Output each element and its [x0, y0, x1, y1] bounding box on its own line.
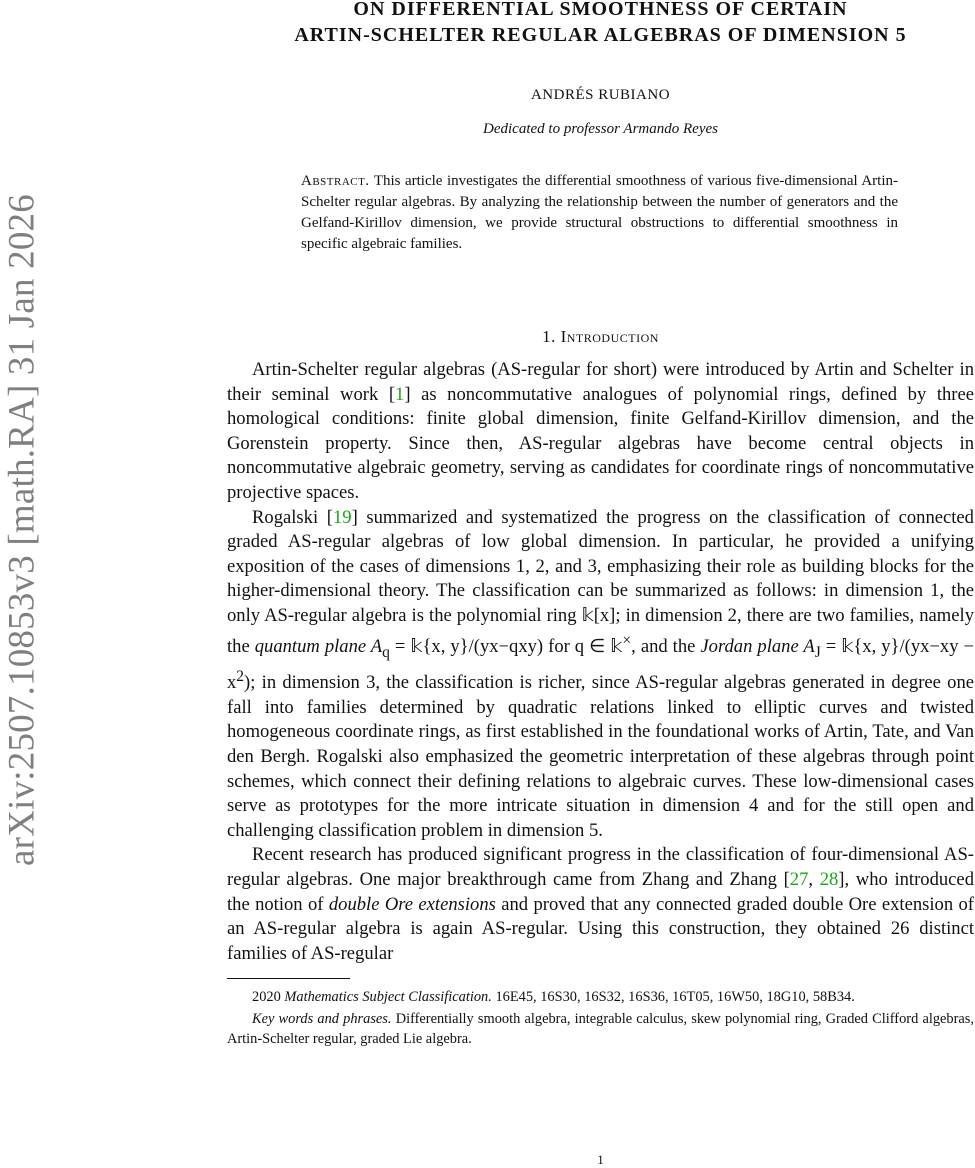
- title-line-1: ON DIFFERENTIAL SMOOTHNESS OF CERTAIN: [353, 0, 848, 20]
- citation-link[interactable]: 1: [395, 383, 405, 405]
- paper-page: [227, 0, 974, 1167]
- paragraph-1: Artin-Schelter regular algebras (AS-regular for short) were introduced by Artin and Schelter in their seminal work [1] as noncommutative analogues of polynomial rings, defined by three homological conditions: finite global dimension, finite Gelfand-Kirillov dimension, and the Gorenstein property. Since then, AS-regular algebras have become central objects in noncommutative algebraic geometry, serving as candidates for coordinate rings of noncommutative projective spaces.: [227, 359, 974, 503]
- paragraph-3: Recent research has produced significant progress in the classification of four-dimensional AS-regular algebras. One major breakthrough came from Zhang and Zhang [27, 28], who introduced the notion of double Ore extensions and proved that any connected graded double Ore extension of an AS-regular algebra is again AS-regular. Using this construction, they obtained 26 distinct families of AS-regular: [227, 844, 974, 964]
- abstract-text: This article investigates the differential smoothness of various five-dimensional Artin-Schelter regular algebras. By analyzing the relationship between the number of generators and the Gelfand-Kirillov dimension, we provide structural obstructions to differential smoothness in specific algebraic families.: [301, 173, 899, 252]
- paragraph-2: Rogalski [19] summarized and systematized the progress on the classification of connected graded AS-regular algebras of low global dimension. In particular, he provided a unifying exposition of the cases of dimensions 1, 2, and 3, emphasizing their role as building blocks for the higher-dimensional theory. The classification can be summarized as follows: in dimension 1, the only AS-regular algebra is the polynomial ring 𝕜[x]; in dimension 2, there are two families, namely the quantum plane $A_q$ = 𝕜{x, y}/(yx−qxy) for q ∈ 𝕜×, and the Jordan plane $A_J$ = 𝕜{x, $y\}/(yx-xy - x^2)$; in dimension 3, the classification is richer, since AS-regular algebras generated in degree one fall into families determined by quadratic relations linked to elliptic curves and twisted homogeneous coordinate rings, as first established in the foundational works of Artin, Tate, and Van den Bergh. Rogalski also emphasized the geometric interpretation of these algebras through point schemes, which connect their defining relations to algebraic curves. These low-dimensional cases serve as prototypes for the more intricate situation in dimension 4 and for the still open and challenging classification problem in dimension 5.: [227, 506, 974, 841]
- citation-link[interactable]: 28: [819, 868, 839, 890]
- abstract: [301, 171, 898, 255]
- arxiv-identifier: arXiv:2507.10853v3 [math.RA] 31 Jan 2026: [1, 194, 43, 866]
- dedication: Dedicated to professor Armando Reyes: [483, 121, 718, 137]
- paper-title: [227, 0, 974, 48]
- title-line-2: ARTIN-SCHELTER REGULAR ALGEBRAS OF DIMENSION 5: [294, 24, 907, 46]
- citation-link[interactable]: 19: [332, 506, 352, 528]
- footnote-msc: 2020 Mathematics Subject Classification. 16E45, 16S30, 16S32, 16S36, 16T05, 16W50, 18G10, 58B34.: [252, 989, 855, 1006]
- section-number: 1.: [542, 327, 556, 346]
- author-name: ANDRÉS RUBIANO: [530, 87, 671, 103]
- footnote-divider: [227, 978, 350, 979]
- page-number: 1: [597, 1152, 604, 1167]
- footnotes: [227, 987, 974, 1049]
- section-title: Introduction: [560, 327, 659, 346]
- footnote-keywords: Key words and phrases. Differentially smooth algebra, integrable calculus, skew polynomial ring, Graded Clifford algebras, Artin-Schelter regular, graded Lie algebra.: [227, 1011, 974, 1048]
- body-text: [227, 358, 974, 966]
- abstract-label: Abstract.: [301, 173, 370, 189]
- section-heading-introduction: [227, 327, 974, 347]
- citation-link[interactable]: 27: [789, 868, 809, 890]
- arxiv-sidebar: [0, 0, 45, 1165]
